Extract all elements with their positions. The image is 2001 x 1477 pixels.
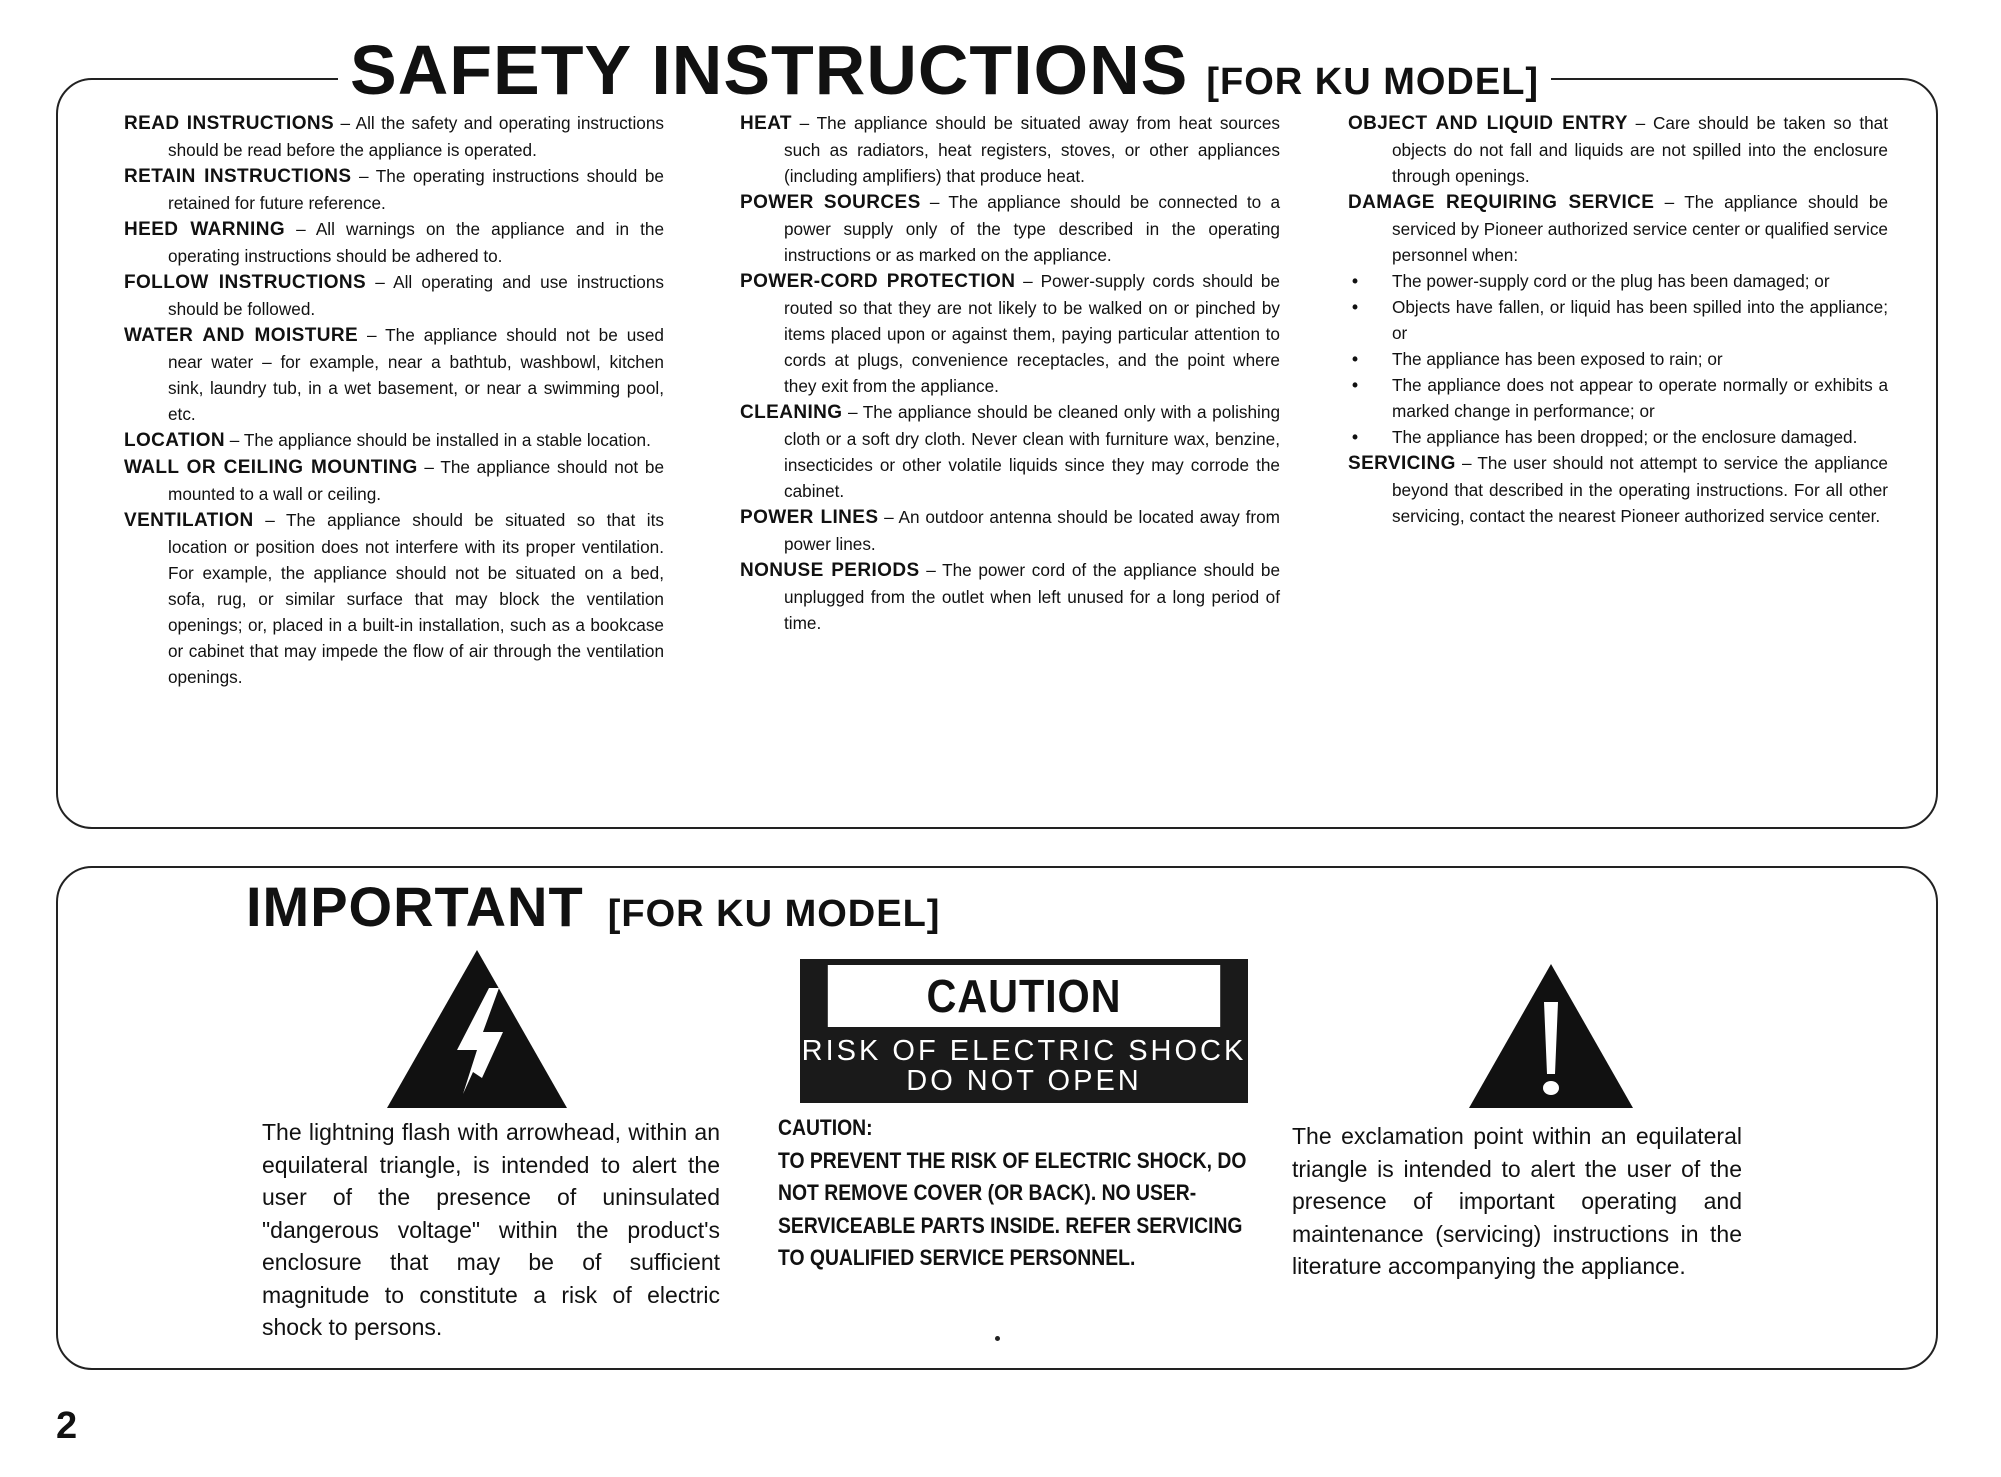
safety-item-text: – The appliance should be situated so that its location or position does not interfere with its proper ventilation. For example, the appliance should not be situated on a bed, sofa, rug, or similar surface that may block the ventilation openings; or, placed in a built-in installation, such as a bookcase or cabinet that may impede the flow of air through the ventilation openings. xyxy=(168,510,664,687)
safety-item-text: – The appliance should be situated away from heat sources such as radiators, heat registers, stoves, or other appliances (including amplifiers) that produce heat. xyxy=(784,113,1280,186)
safety-item xyxy=(740,268,1280,399)
safety-item-text: – The appliance should be cleaned only with a polishing cloth or a soft dry cloth. Never clean with furniture wax, benzine, insecticides or other volatile liquids since they may corrode the cabinet. xyxy=(784,402,1280,501)
safety-item xyxy=(740,189,1280,268)
safety-item-text: – All warnings on the appliance and in the operating instructions should be adhered to. xyxy=(168,219,664,266)
list-item-text: Objects have fallen, or liquid has been spilled into the appliance; or xyxy=(1392,297,1888,343)
bullet-icon: • xyxy=(1352,375,1359,395)
safety-item-text: – Care should be taken so that objects do not fall and liquids are not spilled into the enclosure through openings. xyxy=(1392,113,1888,186)
safety-item-heading: NONUSE PERIODS xyxy=(740,560,920,581)
exclamation-explanation: The exclamation point within an equilateral triangle is intended to alert the user of the presence of important operating and maintenance (servicing) instructions in the literature accompanying the appliance. xyxy=(1292,1123,1742,1279)
important-title xyxy=(236,874,950,939)
safety-item xyxy=(124,427,664,454)
safety-item-heading: SERVICING xyxy=(1348,453,1456,474)
safety-item-text: – Power-supply cords should be routed so that they are not likely to be walked on or pinched by items placed upon or against them, paying particular attention to cords at plugs, convenience receptacles, and the point where they exit from the appliance. xyxy=(784,271,1280,396)
safety-item xyxy=(124,507,664,690)
important-model-note: [FOR KU MODEL] xyxy=(607,893,941,935)
list-item xyxy=(1348,268,1888,294)
lightning-explanation: The lightning flash with arrowhead, within an equilateral triangle, is intended to alert the user of the presence of uninsulated "dangerous voltage" within the product's enclosure that may be of sufficient magnitude to constitute a risk of electric shock to persons. xyxy=(262,1119,720,1340)
list-item xyxy=(1348,424,1888,450)
caution-statement-line: CAUTION: xyxy=(778,1115,873,1140)
list-item-text: The appliance has been exposed to rain; or xyxy=(1392,349,1723,369)
safety-item-text: – The appliance should not be used near water – for example, near a bathtub, washbowl, kitchen sink, laundry tub, in a wet basement, or near a swimming pool, etc. xyxy=(168,325,664,424)
safety-heading: SAFETY INSTRUCTIONS xyxy=(350,31,1189,109)
list-item xyxy=(1348,346,1888,372)
caution-risk-line: RISK OF ELECTRIC SHOCK xyxy=(801,1035,1247,1067)
safety-item xyxy=(740,504,1280,557)
caution-statement-line: NOT REMOVE COVER (OR BACK). NO USER- xyxy=(778,1180,1197,1205)
safety-title xyxy=(338,30,1551,110)
safety-item-text: – The user should not attempt to service the appliance beyond that described in the operating instructions. For all other servicing, contact the nearest Pioneer authorized service center. xyxy=(1392,453,1888,526)
safety-item xyxy=(740,110,1280,189)
safety-item xyxy=(740,399,1280,504)
caution-statement-line: TO PREVENT THE RISK OF ELECTRIC SHOCK, DO xyxy=(778,1147,1247,1173)
safety-item-text: – The operating instructions should be retained for future reference. xyxy=(168,166,664,213)
safety-item-heading: READ INSTRUCTIONS xyxy=(124,113,335,134)
bullet-icon: • xyxy=(1352,271,1359,291)
lightning-triangle-icon xyxy=(385,948,569,1110)
safety-item-heading: WATER AND MOISTURE xyxy=(124,325,359,346)
safety-item-text: – The appliance should be installed in a stable location. xyxy=(225,430,651,450)
list-item xyxy=(1348,372,1888,424)
safety-model-note: [FOR KU MODEL] xyxy=(1206,61,1540,103)
exclamation-triangle-icon xyxy=(1467,962,1635,1110)
safety-item-text: – All operating and use instructions should be followed. xyxy=(168,272,664,319)
safety-item-heading: WALL OR CEILING MOUNTING xyxy=(124,457,418,478)
list-item-text: The power-supply cord or the plug has been damaged; or xyxy=(1392,271,1830,291)
caution-label-box xyxy=(800,959,1248,1103)
safety-item xyxy=(740,557,1280,636)
safety-column-2 xyxy=(740,110,1280,636)
safety-item-text: – The appliance should be serviced by Pioneer authorized service center or qualified service personnel when: xyxy=(1392,192,1889,265)
safety-item-heading: HEAT xyxy=(740,113,792,134)
safety-item-heading: FOLLOW INSTRUCTIONS xyxy=(124,272,367,293)
safety-item-text: – The appliance should be connected to a power supply only of the type described in the operating instructions or as marked on the appliance. xyxy=(784,192,1281,265)
list-item-text: The appliance has been dropped; or the enclosure damaged. xyxy=(1392,427,1858,447)
safety-item-heading: POWER SOURCES xyxy=(740,192,921,213)
caution-statement xyxy=(778,1112,1247,1275)
safety-item-heading: OBJECT AND LIQUID ENTRY xyxy=(1348,113,1628,134)
safety-item-heading: DAMAGE REQUIRING SERVICE xyxy=(1348,192,1655,213)
safety-item xyxy=(124,163,664,216)
safety-item xyxy=(1348,110,1888,189)
safety-column-1 xyxy=(124,110,664,690)
caution-label: CAUTION xyxy=(828,965,1220,1027)
safety-item xyxy=(124,269,664,322)
safety-item xyxy=(1348,450,1888,529)
safety-item xyxy=(124,216,664,269)
safety-item-heading: VENTILATION xyxy=(124,510,254,531)
safety-item-heading: RETAIN INSTRUCTIONS xyxy=(124,166,352,187)
damage-conditions-list xyxy=(1348,268,1888,450)
safety-item-heading: POWER LINES xyxy=(740,507,879,528)
list-item-text: The appliance does not appear to operate normally or exhibits a marked change in performance; or xyxy=(1392,375,1888,421)
safety-item-heading: CLEANING xyxy=(740,402,843,423)
bullet-icon: • xyxy=(1352,297,1359,317)
safety-item-heading: LOCATION xyxy=(124,430,226,451)
safety-item-text: – The power cord of the appliance should be unplugged from the outlet when left unused for a long period of time. xyxy=(784,560,1281,633)
safety-item-heading: HEED WARNING xyxy=(124,219,286,240)
print-dot xyxy=(995,1336,1000,1341)
safety-item-text: – All the safety and operating instructions should be read before the appliance is operated. xyxy=(168,113,664,160)
bullet-icon: • xyxy=(1352,427,1359,447)
important-heading: IMPORTANT xyxy=(246,875,584,938)
page-number: 2 xyxy=(56,1405,78,1447)
caution-open-line: DO NOT OPEN xyxy=(906,1065,1142,1097)
safety-item xyxy=(124,110,664,163)
safety-item xyxy=(124,322,664,427)
safety-item-text: – The appliance should not be mounted to a wall or ceiling. xyxy=(168,457,664,504)
bullet-icon: • xyxy=(1352,349,1359,369)
safety-column-3 xyxy=(1348,110,1888,529)
safety-item xyxy=(1348,189,1888,268)
safety-item-heading: POWER-CORD PROTECTION xyxy=(740,271,1016,292)
caution-statement-line: SERVICEABLE PARTS INSIDE. REFER SERVICING xyxy=(778,1212,1243,1238)
safety-item-text: – An outdoor antenna should be located away from power lines. xyxy=(784,507,1280,554)
safety-item xyxy=(124,454,664,507)
caution-statement-line: TO QUALIFIED SERVICE PERSONNEL. xyxy=(778,1245,1136,1270)
list-item xyxy=(1348,294,1888,346)
